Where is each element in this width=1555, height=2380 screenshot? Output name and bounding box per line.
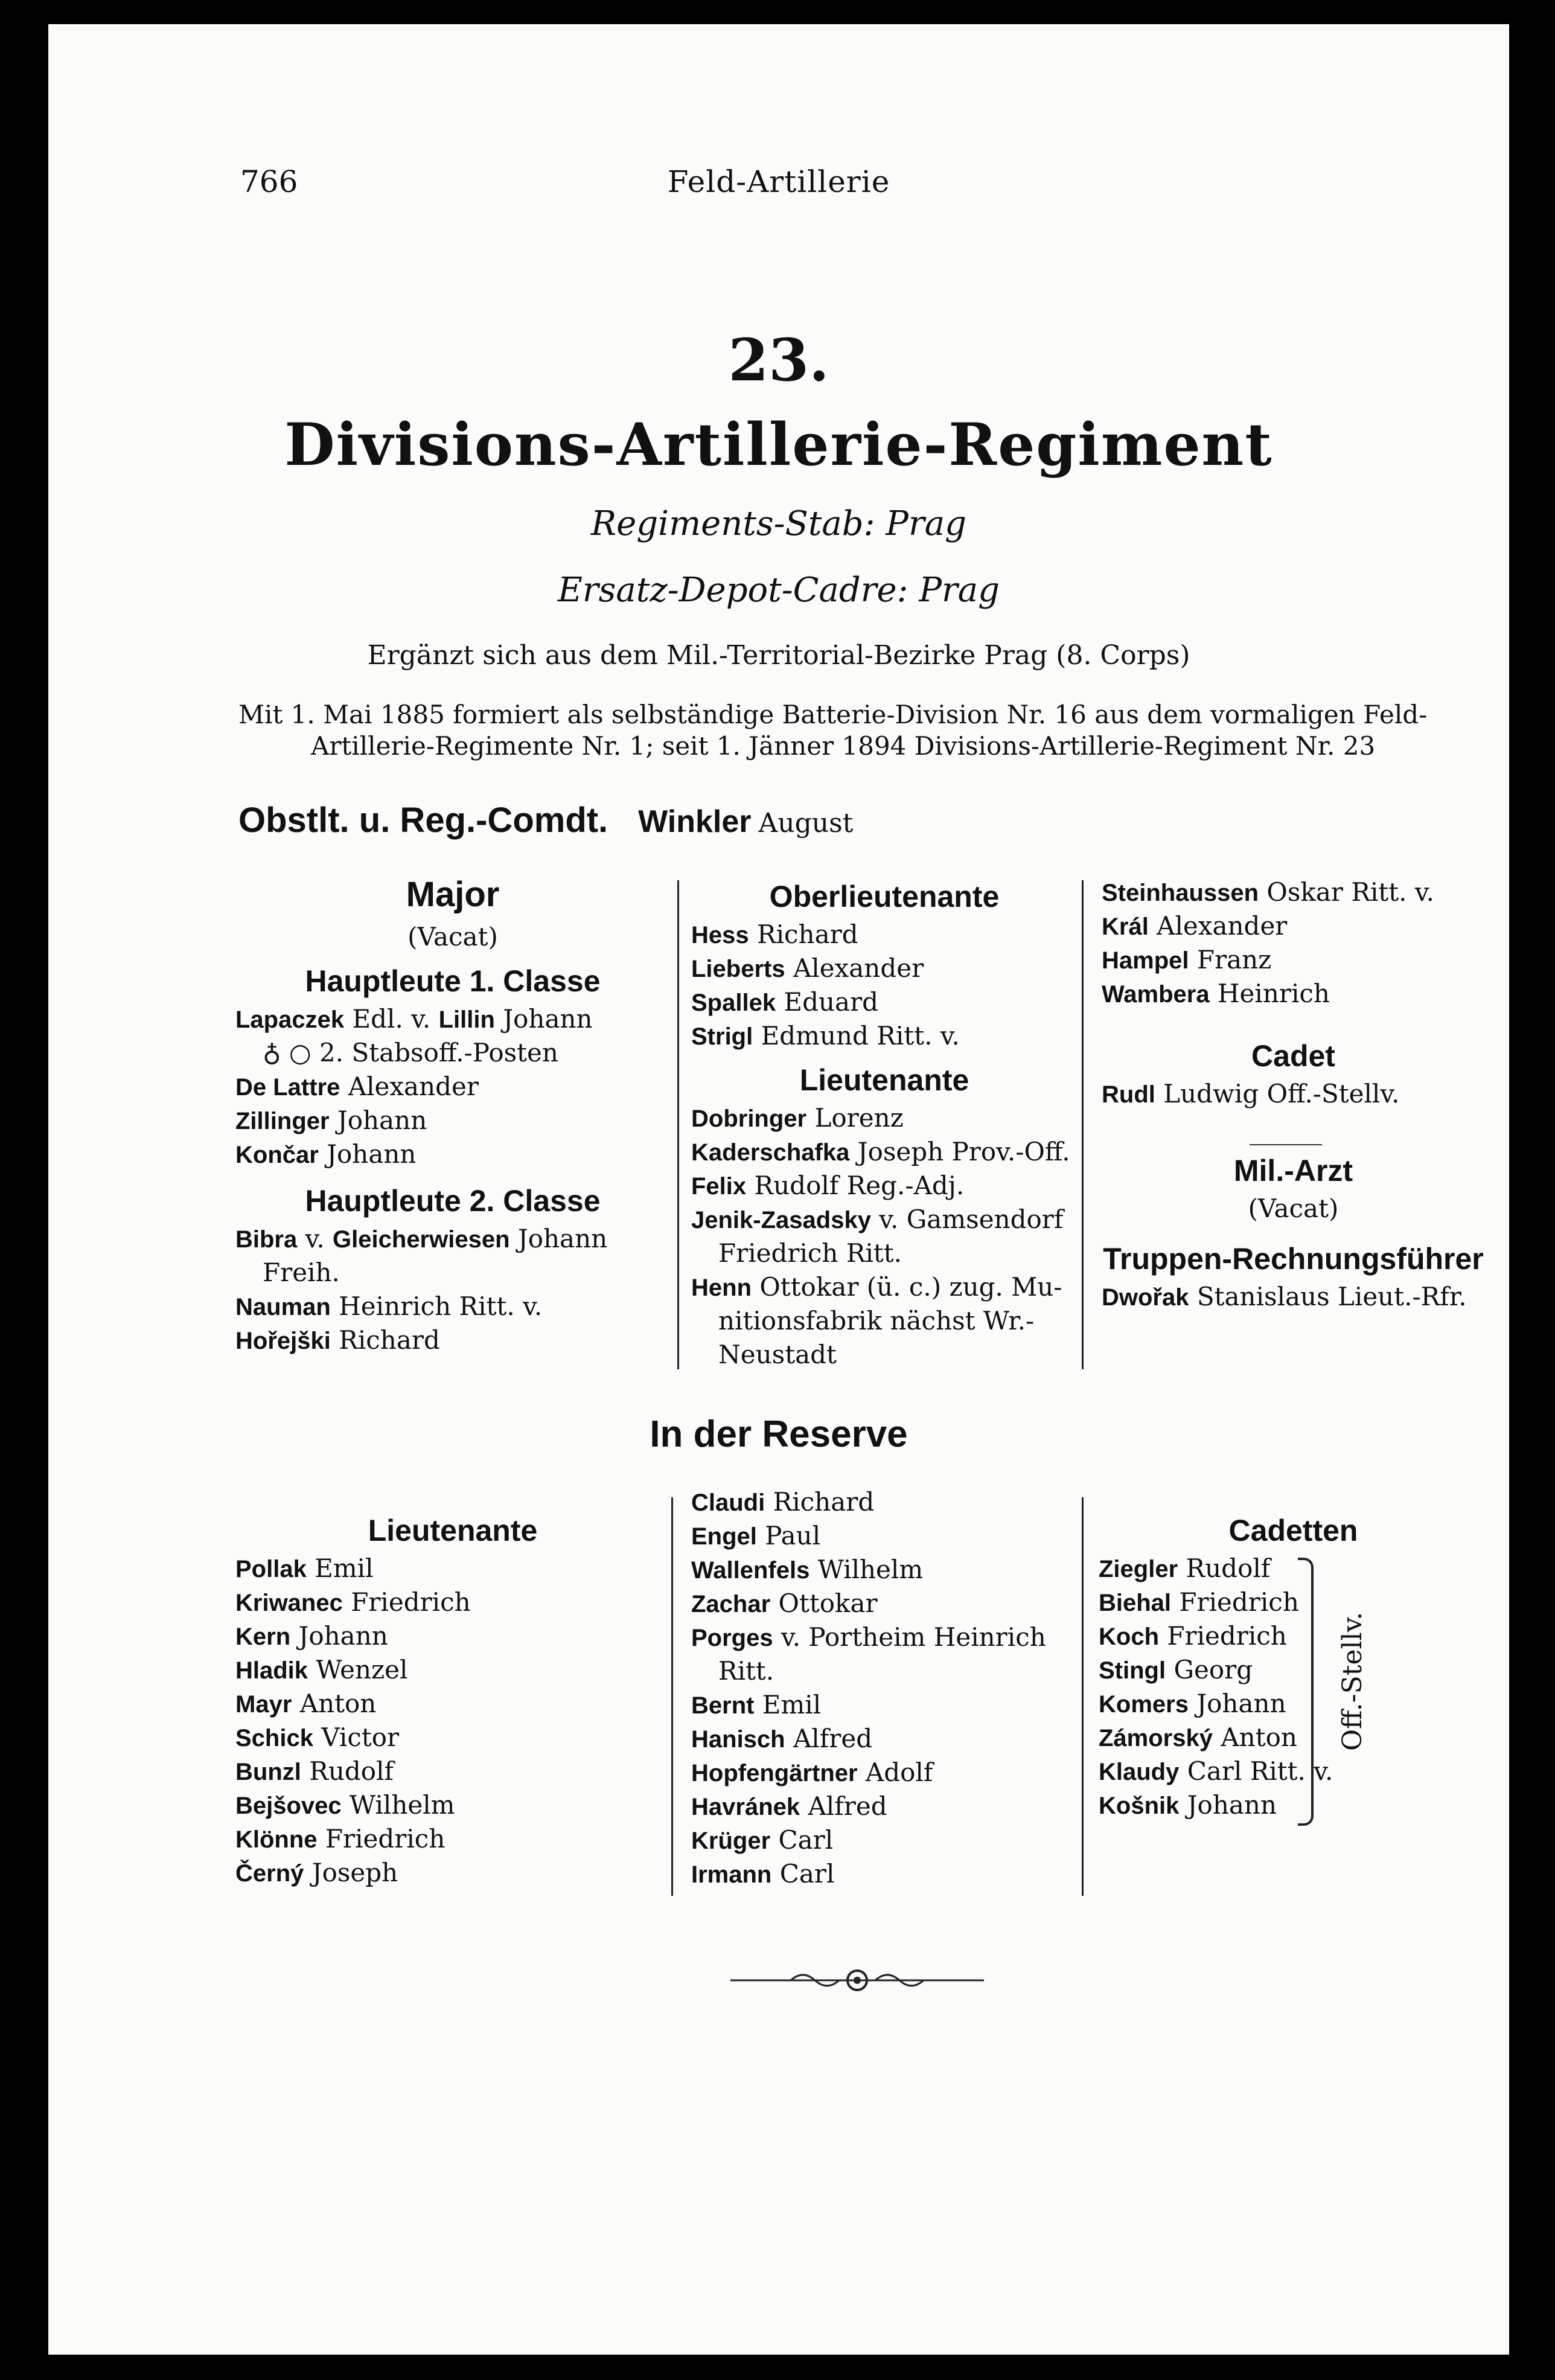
cadet-heading: Cadet [1251,1039,1335,1073]
name-entry [235,1755,670,1788]
name-entry [1099,1687,1485,1721]
running-title: Feld-Artillerie [667,164,890,199]
name-entry [691,1203,1078,1236]
name-entry [1099,1721,1485,1755]
name-detail: Rudolf Reg.-Adj. [746,1171,965,1200]
surname: Wambera [1102,981,1210,1008]
name-detail: Oskar Ritt. v. [1259,877,1434,907]
regiment-number: 23. [728,326,829,394]
name-detail: Wilhelm [341,1790,455,1820]
name-entry [691,1553,1078,1587]
name-detail: Ottokar (ü. c.) zug. Mu- [752,1272,1062,1302]
name-entry [691,1304,1078,1338]
surname: Porges [691,1625,773,1651]
name-detail: Richard [765,1487,875,1517]
name-detail: Emil [306,1553,374,1583]
surname: Kern [235,1623,291,1650]
commander [238,800,853,840]
surname: Strigl [691,1023,753,1050]
supplement-note: Ergänzt sich aus dem Mil.-Territorial-Bezirke Prag (8. Corps) [367,640,1190,671]
name-detail: v. Portheim Heinrich [773,1622,1046,1652]
surname: Schick [235,1725,313,1751]
name-detail: Johann [290,1621,388,1651]
name-entry [235,1070,670,1104]
name-detail: Johann [1188,1689,1286,1718]
ornament-divider [730,1965,984,1995]
surname: Steinhaussen [1102,880,1259,906]
surname: Zámorský [1099,1725,1213,1751]
surname: Hladik [235,1657,308,1684]
off-stellv-label: Off.-Stellv. [1337,1611,1368,1751]
surname: Biehal [1099,1590,1172,1616]
name-detail: Anton [292,1689,377,1718]
commander-rank: Obstlt. u. Reg.-Comdt. [238,801,608,840]
name-detail: Rudolf [301,1756,394,1786]
name-detail: Carl [771,1859,835,1889]
rechnungsfuehrer-heading: Truppen-Rechnungsführer [1103,1242,1484,1276]
lieutenante-list [643,1101,1078,1372]
surname: Mayr [235,1691,292,1718]
name-entry [235,1788,670,1822]
name-entry [691,1101,1078,1135]
name-entry [691,918,1078,952]
name-detail: Friedrich [317,1824,445,1854]
name-detail: Victor [313,1723,400,1752]
page-number: 766 [240,164,298,199]
reserve-heading: In der Reserve [650,1413,908,1455]
surname: Hess [691,922,749,948]
surname: Zillinger [235,1108,330,1134]
name-detail: Alexander [1148,911,1288,941]
name-entry [1099,1755,1485,1788]
commander-given-name: August [758,808,854,839]
name-entry [1102,875,1485,909]
surname: Král [1102,913,1149,940]
history-note-line1: Mit 1. Mai 1885 formiert als selbständige Batterie-Division Nr. 16 aus dem vormaligen Feld- [238,700,1428,729]
cadet-list [1050,1077,1485,1111]
name-entry [235,1687,670,1721]
surname: Ziegler [1099,1556,1178,1582]
surname: Dobringer [691,1105,807,1132]
name-detail: v. Gamsendorf [870,1204,1064,1234]
oberlieutenante-list [643,918,1078,1053]
name-entry [691,952,1078,985]
name-entry [691,1019,1078,1053]
surname: Irmann [691,1861,772,1888]
surname: Bibra [235,1226,298,1253]
reserve-lieutenante-heading: Lieutenante [368,1514,538,1547]
name-detail: Paul [756,1521,821,1550]
name-detail: Wenzel [308,1655,408,1684]
name-detail: Friedrich Ritt. [718,1238,902,1268]
hauptleute-2-heading: Hauptleute 2. Classe [305,1184,601,1218]
name-entry [1099,1585,1485,1619]
surname: Košnik [1099,1793,1180,1819]
name-entry [1099,1552,1485,1585]
reserve-column-3 [1050,1497,1485,1822]
surname: Stingl [1099,1657,1166,1684]
name-detail: Edl. v. [344,1004,439,1034]
surname: Kriwanec [235,1590,343,1616]
name-detail: Friedrich [1171,1587,1299,1617]
surname: De Lattre [235,1074,340,1101]
name-entry [691,1857,1078,1891]
major-heading: Major [406,875,500,914]
surname: Lapaczek [235,1006,345,1033]
surname: Klönne [235,1826,318,1853]
surname: Hampel [1102,947,1189,974]
regiment-staff: Regiments-Stab: Prag [591,504,966,543]
name-detail: Edmund Ritt. v. [753,1021,960,1051]
surname: Kaderschafka [691,1139,850,1166]
name-entry [235,1619,670,1653]
name-detail: Wilhelm [809,1555,924,1584]
name-detail: Franz [1189,945,1272,974]
surname: Dwořak [1102,1284,1189,1311]
surname: Claudi [691,1489,765,1516]
surname: Nauman [235,1294,331,1320]
active-column-2 [643,875,1078,1372]
name-entry [235,1104,670,1137]
name-detail: Heinrich Ritt. v. [330,1291,543,1321]
name-detail: Johann [494,1004,593,1034]
lieutenante-heading: Lieutenante [799,1063,969,1097]
name-entry [1102,977,1485,1011]
history-note-line2: Artillerie-Regimente Nr. 1; seit 1. Jänner 1894 Divisions-Artillerie-Regiment Nr. 23 [311,731,1376,761]
name-entry [235,1721,670,1755]
name-detail: Alfred [800,1791,887,1821]
name-detail: ♁ ○ 2. Stabsoff.-Posten [263,1038,558,1067]
name-detail: Ludwig Off.-Stellv. [1155,1079,1400,1108]
surname: Spallek [691,990,776,1016]
surname: Rudl [1102,1081,1155,1108]
name-entry [691,1756,1078,1790]
name-detail: Carl [770,1825,834,1855]
name-detail: nitionsfabrik nächst Wr.- [718,1306,1035,1336]
name-detail: Heinrich [1209,979,1330,1008]
name-entry [235,1036,670,1070]
name-entry [691,1485,1078,1519]
surname: Engel [691,1523,757,1550]
surname: Jenik-Zasadsky [691,1207,871,1233]
surname: Koch [1099,1623,1159,1650]
surname: Lillin [438,1006,495,1033]
name-entry [1102,1077,1485,1111]
surname: Pollak [235,1556,307,1582]
name-detail: Alexander [340,1072,479,1101]
name-detail: Adolf [857,1758,933,1787]
name-detail: Ottokar [770,1588,878,1618]
rechnungsfuehrer-list [1050,1280,1485,1314]
name-detail: Johann [1179,1790,1277,1820]
name-entry [691,1654,1078,1688]
surname: Černý [235,1860,304,1887]
name-entry [691,1338,1078,1372]
name-detail: Eduard [776,987,879,1017]
hauptleute-2-list [235,1222,670,1357]
surname: Klaudy [1099,1759,1180,1785]
surname: Hopfengärtner [691,1760,858,1787]
name-entry [691,1823,1078,1857]
reserve-column-2 [643,1485,1078,1891]
regiment-title: Divisions-Artillerie-Regiment [284,411,1273,479]
name-entry [235,1323,670,1357]
name-entry [235,1552,670,1585]
name-entry [235,1585,670,1619]
name-detail: Johann [318,1139,417,1169]
active-column-1 [235,869,670,1357]
oberlieutenante-heading: Oberlieutenante [769,880,1000,913]
name-detail: Richard [749,920,858,949]
surname: Bernt [691,1692,755,1719]
name-entry [691,1169,1078,1203]
name-detail: Johann [329,1105,427,1135]
name-entry [691,1688,1078,1722]
cadetten-bracket [1298,1558,1314,1826]
hauptleute-1-list [235,1002,670,1171]
name-entry [1102,943,1485,977]
short-rule [1250,1144,1322,1145]
mil-arzt-vacat: (Vacat) [1248,1194,1339,1223]
reserve-lieutenante-list-2 [643,1485,1078,1891]
name-entry [1102,909,1485,943]
name-entry [691,1587,1078,1620]
name-entry [1099,1619,1485,1653]
name-detail: Rudolf [1178,1553,1271,1583]
name-entry [691,1790,1078,1823]
name-entry [235,1256,670,1290]
surname: Krüger [691,1828,771,1854]
name-entry [235,1002,670,1036]
name-entry [1099,1653,1485,1687]
reserve-column-1 [235,1497,670,1890]
name-detail: Stanislaus Lieut.-Rfr. [1189,1282,1467,1311]
name-detail: Lorenz [806,1103,904,1133]
name-detail: Carl Ritt. v. [1179,1756,1333,1786]
commander-surname: Winkler [638,804,752,839]
surname: Felix [691,1173,747,1200]
name-detail: Neustadt [718,1340,837,1369]
name-entry [235,1856,670,1890]
surname: Zachar [691,1591,771,1617]
cadetten-heading: Cadetten [1228,1514,1358,1547]
name-entry [691,1270,1078,1304]
name-detail: Emil [754,1690,822,1719]
cadetten-list [1050,1552,1485,1822]
name-detail: v. [297,1224,333,1253]
active-column-3 [1050,875,1485,1314]
reserve-lieutenante-list [235,1552,670,1890]
surname: Bunzl [235,1759,301,1785]
name-detail: Alfred [785,1724,873,1753]
surname: Bejšovec [235,1793,342,1819]
name-entry [691,1620,1078,1654]
name-entry [235,1222,670,1256]
mil-arzt-heading: Mil.-Arzt [1233,1154,1353,1188]
name-entry [691,985,1078,1019]
name-entry [691,1519,1078,1553]
surname: Havránek [691,1794,800,1820]
name-detail: Friedrich [342,1587,471,1617]
name-detail: Richard [330,1325,440,1355]
name-entry [1102,1280,1485,1314]
surname: Henn [691,1275,752,1301]
lieutenante-continued-list [1050,875,1485,1011]
major-vacat: (Vacat) [407,922,498,952]
name-detail: Ritt. [718,1656,774,1686]
name-detail: Joseph [304,1858,398,1887]
name-entry [235,1822,670,1856]
depot-cadre: Ersatz-Depot-Cadre: Prag [557,571,1000,610]
name-entry [691,1236,1078,1270]
book-page [48,24,1509,2355]
name-detail: Johann [509,1224,608,1253]
surname: Hořejški [235,1328,331,1354]
surname: Lieberts [691,956,785,982]
name-detail: Anton [1212,1723,1297,1752]
surname: Wallenfels [691,1557,810,1584]
history-note [238,699,1482,762]
surname: Končar [235,1142,319,1168]
surname: Komers [1099,1691,1189,1718]
name-detail: Alexander [785,953,924,983]
name-detail: Joseph Prov.-Off. [849,1137,1070,1166]
name-detail: Friedrich [1159,1621,1287,1651]
surname: Hanisch [691,1726,785,1753]
name-entry [691,1135,1078,1169]
hauptleute-1-heading: Hauptleute 1. Classe [305,964,601,998]
name-entry [235,1653,670,1687]
name-detail: Freih. [263,1258,340,1287]
name-entry [1099,1788,1485,1822]
name-entry [235,1290,670,1323]
surname: Gleicherwiesen [333,1226,510,1253]
name-entry [235,1137,670,1171]
name-detail: Georg [1166,1655,1253,1684]
name-entry [691,1722,1078,1756]
